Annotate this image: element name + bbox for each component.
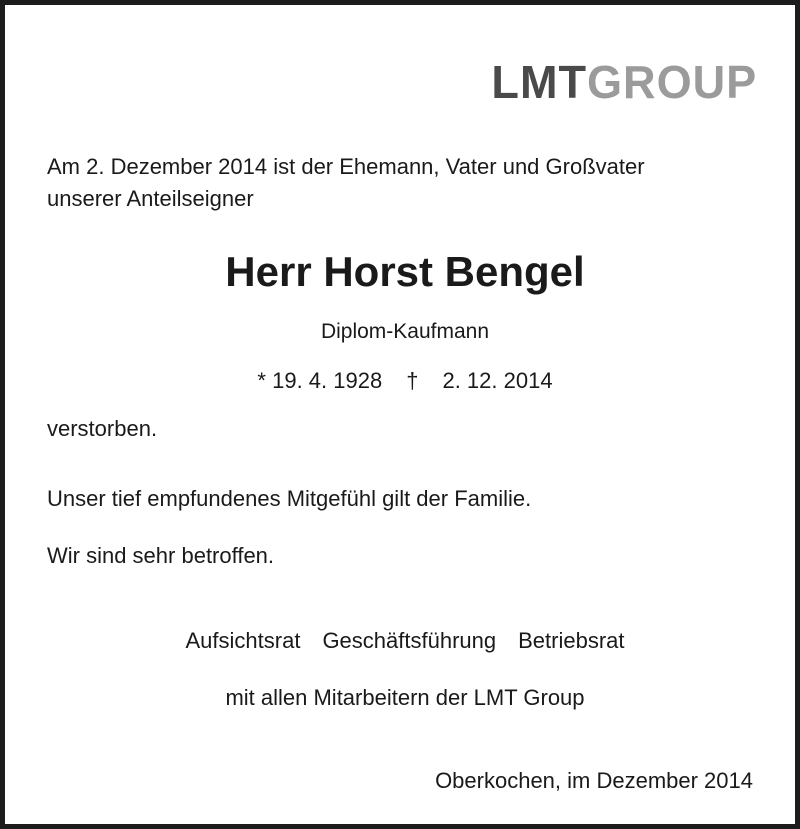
place-date: Oberkochen, im Dezember 2014 <box>435 768 753 793</box>
sentiment-text: Wir sind sehr betroffen. <box>47 543 275 568</box>
staff-text: mit allen Mitarbeitern der LMT Group <box>225 685 585 710</box>
signers <box>5 625 800 657</box>
logo-lmt-text: LMT <box>491 56 587 108</box>
condolence-text: Unser tief empfundenes Mitgefühl gilt der Familie. <box>47 486 532 511</box>
deceased-title: Diplom-Kaufmann <box>320 320 490 343</box>
logo-group-text: GROUP <box>586 56 757 108</box>
verstorben-text: verstorben. <box>47 416 158 441</box>
death-date: 2. 12. 2014 <box>442 368 553 393</box>
signer-geschaeftsfuehrung: Geschäftsführung <box>322 628 497 653</box>
signer-aufsichtsrat: Aufsichtsrat <box>185 628 301 653</box>
birth-date: * 19. 4. 1928 <box>257 368 383 393</box>
intro-line-1: Am 2. Dezember 2014 ist der Ehemann, Vater und Großvater <box>47 154 645 179</box>
deceased-name: Herr Horst Bengel <box>225 248 585 295</box>
intro-line-2: unserer Anteilseigner <box>47 185 254 211</box>
intro-text <box>47 151 767 215</box>
life-dates <box>5 365 800 397</box>
signer-betriebsrat: Betriebsrat <box>518 628 625 653</box>
death-cross-icon: † <box>406 368 419 393</box>
lmt-group-logo <box>491 56 757 108</box>
